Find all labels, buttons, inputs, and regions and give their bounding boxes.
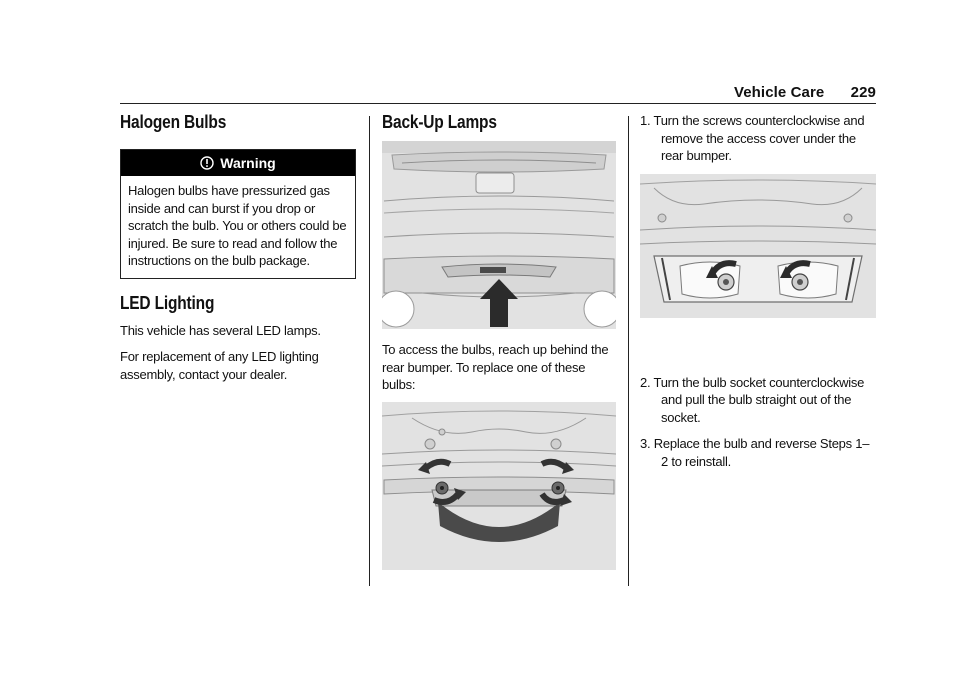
column-divider-2 [628,116,629,586]
step-2-number: 2. [640,374,651,390]
header-rule [120,103,876,104]
page-header [734,84,876,101]
step-1 [640,112,876,165]
bumper-screws-illustration [382,402,616,570]
header-section-title: Vehicle Care [733,84,825,101]
access-cover-illustration [640,174,876,318]
step-3-number: 3. [640,436,651,451]
led-paragraph-1: This vehicle has several LED lamps. [120,322,321,338]
step-3-text: Replace the bulb and reverse Steps 1–2 to reinstall. [653,436,870,469]
backup-intro-text: To access the bulbs, reach up behind the rear bumper. To replace one of these bulbs: [382,342,609,392]
column-divider-1 [369,116,370,586]
warning-text: Halogen bulbs have pressurized gas inside and can burst if you drop or scratch the bulb. You or others could be injured. Be sure to read and follow the instructions on the bulb package. [128,183,347,268]
column-halogen-led [120,112,356,383]
step-2 [640,374,876,427]
steps-list [640,112,876,165]
warning-icon [200,156,214,170]
column-backup-lamps [382,112,616,570]
backup-lamps-heading: Back-Up Lamps [382,112,497,132]
steps-list-continued [640,374,876,471]
step-2-text: Turn the bulb socket counterclockwise and pull the bulb straight out of the socket. [653,374,865,425]
warning-header [121,150,355,176]
halogen-bulbs-heading: Halogen Bulbs [120,112,227,132]
led-paragraph-2: For replacement of any LED lighting assembly, contact your dealer. [120,349,319,382]
page-number: 229 [850,84,876,101]
warning-label: Warning [220,155,276,171]
column-steps [640,112,876,479]
step-1-text: Turn the screws counterclockwise and remove the access cover under the rear bumper. [653,113,865,163]
step-3 [640,435,876,470]
warning-box [120,149,356,279]
vehicle-rear-illustration [382,141,616,329]
step-1-number: 1. [640,113,651,128]
led-lighting-heading: LED Lighting [120,292,215,313]
